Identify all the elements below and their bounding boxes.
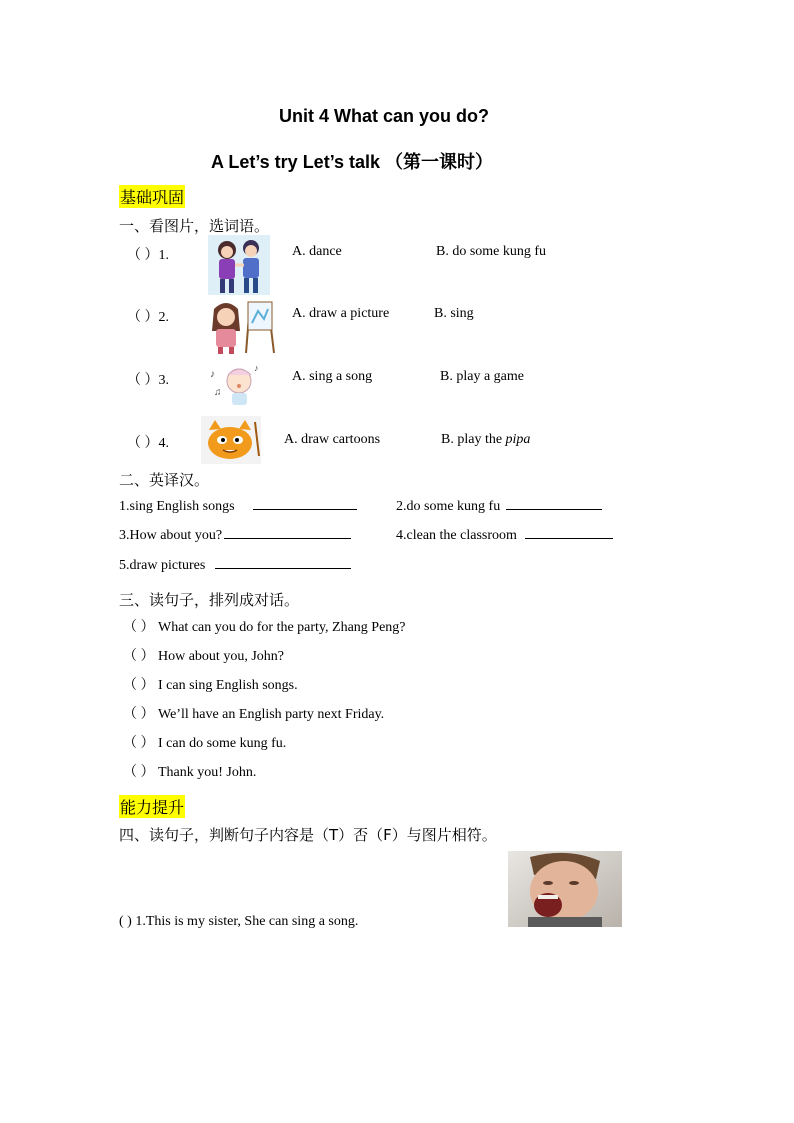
lesson-subtitle: A Let’s try Let’s talk （第一课时）: [211, 152, 494, 172]
part3-line1: （ ） What can you do for the party, Zhang Peng?: [123, 620, 406, 635]
part3-line5: （ ） I can do some kung fu.: [123, 736, 287, 751]
kids-dancing-image: [208, 235, 270, 295]
svg-text:♪: ♪: [210, 369, 215, 380]
svg-text:♫: ♫: [214, 387, 222, 398]
part2-heading: 二、英译汉。: [119, 471, 210, 489]
part4-item1: ( ) 1.This is my sister, She can sing a song.: [119, 914, 359, 929]
section-basic-label: 基础巩固: [119, 185, 185, 208]
part2-item4: 4.clean the classroom: [396, 524, 613, 544]
part1-item3-option-a: A. sing a song: [292, 369, 373, 384]
answer-blank[interactable]: [525, 524, 613, 539]
part1-item2-option-a: A. draw a picture: [292, 306, 390, 321]
svg-text:♪: ♪: [254, 363, 259, 373]
part1-item4-option-a: A. draw cartoons: [284, 432, 381, 447]
part1-item2-option-b: B. sing: [434, 306, 474, 321]
answer-blank[interactable]: [224, 524, 351, 539]
page-title: Unit 4 What can you do?: [279, 106, 489, 126]
part1-item3-option-b: B. play a game: [440, 369, 524, 384]
girl-painting-image: [208, 297, 278, 355]
answer-blank[interactable]: [215, 554, 351, 569]
part1-heading: 一、看图片，选词语。: [119, 217, 270, 235]
answer-blank[interactable]: [506, 495, 602, 510]
part2-item2: 2.do some kung fu: [396, 495, 602, 515]
part1-item1-bracket: （ ）1.: [127, 248, 169, 263]
part4-heading: 四、读句子，判断句子内容是（T）否（F）与图片相符。: [119, 826, 497, 844]
part3-heading: 三、读句子，排列成对话。: [119, 591, 300, 609]
part1-item1-option-b: B. do some kung fu: [436, 244, 547, 259]
part1-item3-bracket: （ ）3.: [127, 373, 169, 388]
part1-item4-bracket: （ ）4.: [127, 436, 169, 451]
section-advanced-label: 能力提升: [119, 795, 185, 818]
part1-item4-option-b: B. play the pipa: [441, 432, 531, 447]
part2-item5: 5.draw pictures: [119, 554, 351, 574]
part1-item1-option-a: A. dance: [292, 244, 342, 259]
part3-line2: （ ） How about you, John?: [123, 649, 284, 664]
part1-item2-bracket: （ ）2.: [127, 310, 169, 325]
part2-item1: 1.sing English songs: [119, 495, 357, 515]
part2-item3: 3.How about you?: [119, 524, 351, 544]
part3-line6: （ ） Thank you! John.: [123, 765, 257, 780]
boy-shouting-photo: [508, 851, 622, 927]
part3-line3: （ ） I can sing English songs.: [123, 678, 298, 693]
girl-singing-image: [208, 361, 262, 409]
answer-blank[interactable]: [253, 495, 357, 510]
cartoon-cat-image: [201, 416, 261, 464]
part3-line4: （ ） We’ll have an English party next Friday.: [123, 707, 385, 722]
